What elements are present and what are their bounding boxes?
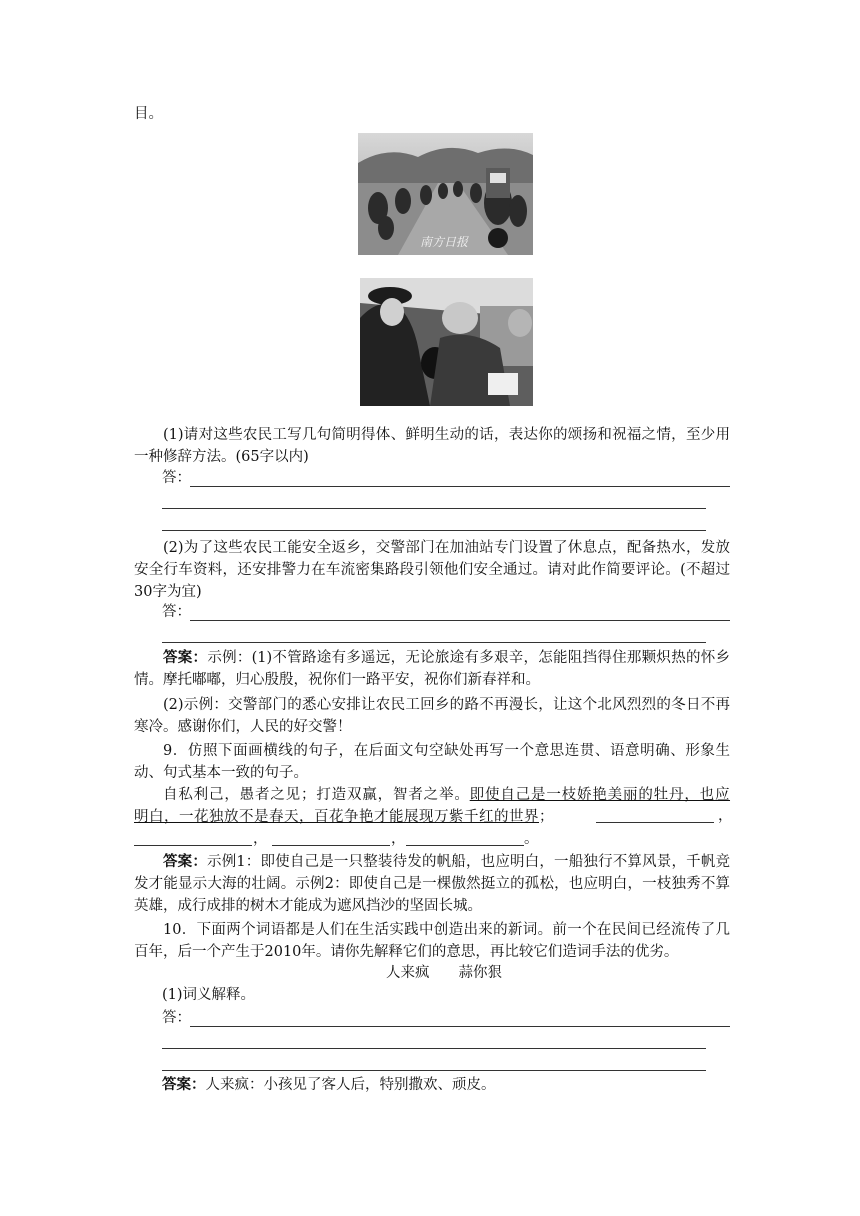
fill-blank[interactable] [134, 845, 252, 846]
answer-8-text-1: 示例：(1)不管路途有多遥远，无论旅途有多艰辛，怎能阻挡得住那颗炽热的怀乡情。摩托嘟嘟，归心殷殷，祝你们一路平安，祝你们新春祥和。 [134, 650, 730, 688]
answer-line[interactable] [162, 1048, 706, 1049]
fill-blank[interactable] [596, 822, 714, 823]
punctuation-comma: ， [391, 831, 406, 847]
answer-10-text: 人来疯：小孩见了客人后，特别撒欢、顽皮。 [205, 1077, 496, 1093]
answer-line[interactable] [190, 486, 730, 487]
answer-line[interactable] [190, 1026, 730, 1027]
question-10-text: 10．下面两个词语都是人们在生活实践中创造出来的新词。前一个在民间已经流传了几百年，后一个产生于2010年。请你先解释它们的意思，再比较它们造词手法的优劣。 [134, 922, 730, 960]
question-10-words: 人来疯 蒜你狠 [386, 965, 502, 981]
photo-watermark: 南方日报 [420, 235, 469, 249]
fill-blank[interactable] [272, 845, 390, 846]
semicolon: ； [539, 809, 554, 825]
question-1-answer-label: 答： [162, 470, 191, 486]
answer-line[interactable] [190, 620, 730, 621]
answer-line[interactable] [162, 642, 706, 643]
punctuation-comma: ， [253, 831, 268, 847]
fill-blank[interactable] [406, 845, 524, 846]
answer-line[interactable] [162, 530, 706, 531]
answer-9-text: 示例1：即使自己是一只整装待发的帆船，也应明白，一船独行不算风景，千帆竞发才能显示大海的壮阔。示例2：即使自己是一棵傲然挺立的孤松，也应明白，一枝独秀不算英雄，成行成排的树木才能成为遮风挡沙的坚固长城。 [134, 854, 731, 914]
intro-tail: 目。 [134, 106, 163, 122]
question-2-answer-label: 答： [162, 604, 191, 620]
underlined-sentence: 即使自己是一枝娇艳美丽的牡丹，也应明白，一花独放不是春天，百花争艳才能展现万紫千红的世界 [134, 787, 731, 825]
question-2-text: (2)为了这些农民工能安全返乡，交警部门在加油站专门设置了休息点，配备热水，发放安全行车资料，还安排警力在车流密集路段引领他们安全通过。请对此作简要评论。(不超过30字为宜) [134, 540, 730, 600]
punctuation-comma: ， [718, 808, 733, 824]
question-9-text: 9．仿照下面画横线的句子，在后面文句空缺处再写一个意思连贯、语意明确、形象生动、句式基本一致的句子。 [134, 743, 730, 781]
question-10-sub-1: (1)词义解释。 [162, 987, 256, 1003]
question-10-answer-label: 答： [162, 1010, 191, 1026]
motorcycle-photo [358, 133, 533, 255]
question-1-text: (1)请对这些农民工写几句简明得体、鲜明生动的话，表达你的颂扬和祝福之情，至少用一种修辞方法。(65字以内) [134, 427, 730, 465]
answer-line[interactable] [162, 1070, 706, 1071]
plain-sentence: 自私利己，愚者之见；打造双赢，智者之举。 [163, 787, 470, 803]
answer-label: 答案： [163, 853, 208, 870]
traffic-police-photo [360, 278, 533, 406]
answer-10-paragraph [162, 1075, 496, 1095]
answer-8-paragraph-1 [134, 647, 730, 691]
answer-8-paragraph-2: (2)示例：交警部门的悉心安排让农民工回乡的路不再漫长，让这个北风烈烈的冬日不再寒冷。感谢你们，人民的好交警！ [134, 697, 730, 735]
punctuation-period: 。 [524, 831, 539, 847]
answer-label: 答案： [162, 1076, 206, 1093]
answer-9-paragraph [134, 851, 730, 917]
answer-label: 答案： [163, 649, 208, 666]
answer-line[interactable] [162, 508, 706, 509]
